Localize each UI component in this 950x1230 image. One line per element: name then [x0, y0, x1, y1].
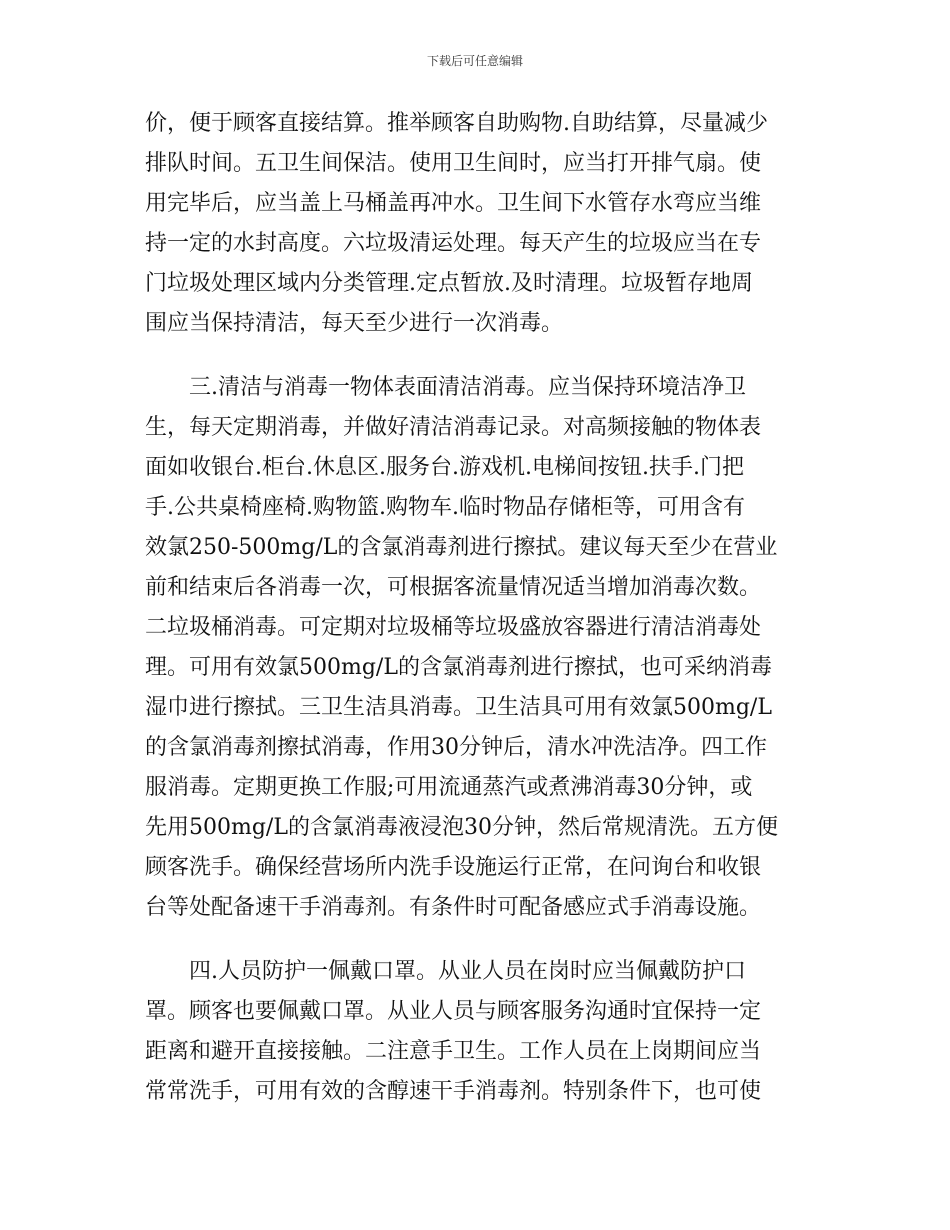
text-line: 顾客洗手。确保经营场所内洗手设施运行正常，在问询台和收银 — [145, 855, 762, 880]
text-line: 手.公共桌椅座椅.购物篮.购物车.临时物品存储柜等，可用含有 — [145, 495, 745, 520]
text-line: 生，每天定期消毒，并做好清洁消毒记录。对高频接触的物体表 — [145, 415, 762, 440]
text-line: 二垃圾桶消毒。可定期对垃圾桶等垃圾盛放容器进行清洁消毒处 — [145, 615, 762, 640]
page-header: 下载后可任意编辑 — [426, 54, 523, 68]
text-line: 围应当保持清洁，每天至少进行一次消毒。 — [145, 311, 564, 336]
text-line: 先用500mg/L的含氯消毒液浸泡30分钟，然后常规清洗。五方便 — [145, 815, 778, 840]
paragraph-3 — [145, 952, 805, 1112]
text-line: 理。可用有效氯500mg/L的含氯消毒剂进行擦拭，也可采纳消毒 — [145, 655, 772, 680]
text-line: 前和结束后各消毒一次，可根据客流量情况适当增加消毒次数。 — [145, 575, 762, 600]
paragraph-1 — [145, 104, 805, 344]
text-line: 常常洗手，可用有效的含醇速干手消毒剂。特别条件下，也可使 — [145, 1079, 762, 1104]
text-line: 四.人员防护一佩戴口罩。从业人员在岗时应当佩戴防护口 — [145, 959, 746, 984]
text-line: 价，便于顾客直接结算。推举顾客自助购物.自助结算，尽量减少 — [145, 111, 768, 136]
text-line: 罩。顾客也要佩戴口罩。从业人员与顾客服务沟通时宜保持一定 — [145, 999, 762, 1024]
paragraph-gap — [145, 344, 805, 368]
text-line: 排队时间。五卫生间保洁。使用卫生间时，应当打开排气扇。使 — [145, 151, 762, 176]
text-line: 台等处配备速干手消毒剂。有条件时可配备感应式手消毒设施。 — [145, 895, 762, 920]
text-line: 的含氯消毒剂擦拭消毒，作用30分钟后，清水冲洗洁净。四工作 — [145, 735, 767, 760]
text-line: 面如收银台.柜台.休息区.服务台.游戏机.电梯间按钮.扶手.门把 — [145, 455, 744, 480]
text-line: 三.清洁与消毒一物体表面清洁消毒。应当保持环境洁净卫 — [145, 375, 746, 400]
text-line: 持一定的水封高度。六垃圾清运处理。每天产生的垃圾应当在专 — [145, 231, 762, 256]
paragraph-2 — [145, 368, 805, 928]
text-line: 门垃圾处理区域内分类管理.定点暂放.及时清理。垃圾暂存地周 — [145, 271, 753, 296]
document-body — [145, 104, 805, 1112]
paragraph-gap — [145, 928, 805, 952]
text-line: 距离和避开直接接触。二注意手卫生。工作人员在上岗期间应当 — [145, 1039, 762, 1064]
text-line: 湿巾进行擦拭。三卫生洁具消毒。卫生洁具可用有效氯500mg/L — [145, 695, 772, 720]
text-line: 用完毕后，应当盖上马桶盖再冲水。卫生间下水管存水弯应当维 — [145, 191, 762, 216]
text-line: 效氯250-500mg/L的含氯消毒剂进行擦拭。建议每天至少在营业 — [145, 535, 778, 560]
text-line: 服消毒。定期更换工作服;可用流通蒸汽或煮沸消毒30分钟，或 — [145, 775, 753, 800]
